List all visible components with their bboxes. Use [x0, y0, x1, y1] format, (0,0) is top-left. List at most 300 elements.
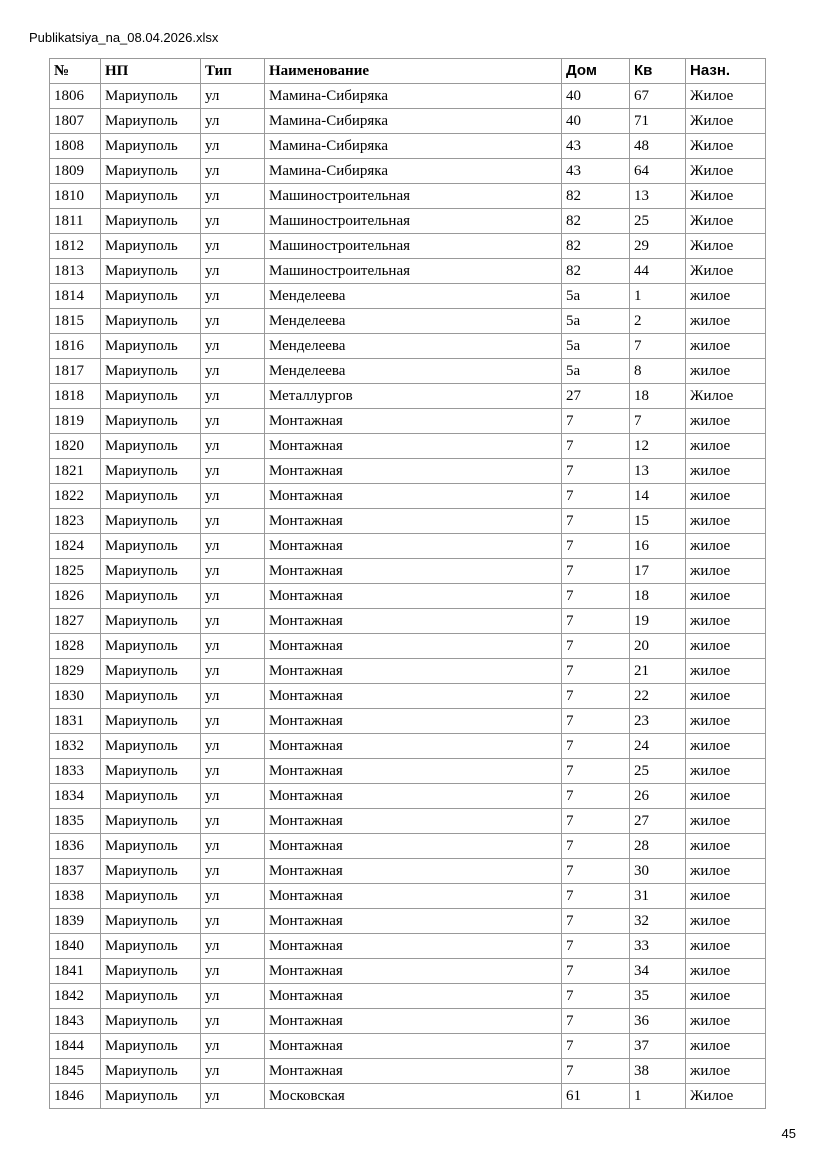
cell-apt: 28 — [630, 834, 686, 859]
cell-np: Мариуполь — [101, 1059, 201, 1084]
table-row — [50, 759, 766, 784]
cell-num: 1810 — [50, 184, 101, 209]
cell-name: Монтажная — [265, 1059, 562, 1084]
cell-apt: 67 — [630, 84, 686, 109]
cell-apt: 48 — [630, 134, 686, 159]
cell-num: 1817 — [50, 359, 101, 384]
cell-np: Мариуполь — [101, 259, 201, 284]
cell-house: 40 — [562, 84, 630, 109]
cell-house: 7 — [562, 584, 630, 609]
table-row — [50, 409, 766, 434]
cell-type: ул — [201, 834, 265, 859]
cell-purpose: жилое — [686, 1034, 766, 1059]
cell-np: Мариуполь — [101, 934, 201, 959]
cell-np: Мариуполь — [101, 784, 201, 809]
cell-name: Монтажная — [265, 634, 562, 659]
cell-name: Машиностроительная — [265, 234, 562, 259]
cell-type: ул — [201, 159, 265, 184]
cell-num: 1841 — [50, 959, 101, 984]
table-row — [50, 109, 766, 134]
cell-num: 1838 — [50, 884, 101, 909]
cell-np: Мариуполь — [101, 509, 201, 534]
table-row — [50, 934, 766, 959]
table-row — [50, 509, 766, 534]
cell-name: Монтажная — [265, 1034, 562, 1059]
cell-apt: 29 — [630, 234, 686, 259]
cell-type: ул — [201, 109, 265, 134]
cell-type: ул — [201, 1034, 265, 1059]
cell-np: Мариуполь — [101, 834, 201, 859]
cell-purpose: жилое — [686, 684, 766, 709]
cell-purpose: Жилое — [686, 384, 766, 409]
cell-np: Мариуполь — [101, 1009, 201, 1034]
table-row — [50, 1059, 766, 1084]
cell-apt: 31 — [630, 884, 686, 909]
cell-name: Менделеева — [265, 309, 562, 334]
cell-purpose: жилое — [686, 909, 766, 934]
cell-purpose: жилое — [686, 759, 766, 784]
cell-num: 1833 — [50, 759, 101, 784]
cell-house: 7 — [562, 434, 630, 459]
cell-apt: 26 — [630, 784, 686, 809]
cell-house: 7 — [562, 409, 630, 434]
cell-apt: 32 — [630, 909, 686, 934]
table-row — [50, 384, 766, 409]
cell-np: Мариуполь — [101, 234, 201, 259]
cell-name: Монтажная — [265, 609, 562, 634]
cell-apt: 13 — [630, 184, 686, 209]
cell-name: Менделеева — [265, 359, 562, 384]
cell-num: 1827 — [50, 609, 101, 634]
cell-type: ул — [201, 884, 265, 909]
cell-apt: 24 — [630, 734, 686, 759]
cell-purpose: Жилое — [686, 134, 766, 159]
cell-purpose: Жилое — [686, 184, 766, 209]
cell-apt: 1 — [630, 1084, 686, 1109]
cell-house: 7 — [562, 484, 630, 509]
cell-house: 5а — [562, 284, 630, 309]
cell-purpose: Жилое — [686, 234, 766, 259]
cell-np: Мариуполь — [101, 409, 201, 434]
cell-purpose: жилое — [686, 559, 766, 584]
cell-apt: 21 — [630, 659, 686, 684]
cell-house: 61 — [562, 1084, 630, 1109]
cell-name: Монтажная — [265, 509, 562, 534]
table-row — [50, 584, 766, 609]
cell-purpose: Жилое — [686, 84, 766, 109]
cell-house: 7 — [562, 634, 630, 659]
cell-purpose: жилое — [686, 634, 766, 659]
cell-purpose: Жилое — [686, 259, 766, 284]
cell-np: Мариуполь — [101, 384, 201, 409]
cell-type: ул — [201, 584, 265, 609]
cell-purpose: жилое — [686, 284, 766, 309]
table-row — [50, 559, 766, 584]
cell-house: 7 — [562, 809, 630, 834]
table-row — [50, 959, 766, 984]
table-row — [50, 209, 766, 234]
cell-purpose: Жилое — [686, 209, 766, 234]
cell-apt: 16 — [630, 534, 686, 559]
cell-type: ул — [201, 734, 265, 759]
cell-name: Монтажная — [265, 659, 562, 684]
cell-purpose: жилое — [686, 709, 766, 734]
cell-purpose: жилое — [686, 1059, 766, 1084]
cell-apt: 13 — [630, 459, 686, 484]
cell-name: Московская — [265, 1084, 562, 1109]
cell-name: Монтажная — [265, 909, 562, 934]
cell-name: Машиностроительная — [265, 209, 562, 234]
cell-name: Машиностроительная — [265, 184, 562, 209]
cell-type: ул — [201, 184, 265, 209]
cell-type: ул — [201, 984, 265, 1009]
column-header-name: Наименование — [265, 59, 562, 84]
cell-num: 1809 — [50, 159, 101, 184]
cell-purpose: жилое — [686, 584, 766, 609]
cell-name: Монтажная — [265, 684, 562, 709]
cell-purpose: Жилое — [686, 1084, 766, 1109]
cell-type: ул — [201, 534, 265, 559]
cell-house: 7 — [562, 1009, 630, 1034]
cell-np: Мариуполь — [101, 484, 201, 509]
cell-apt: 38 — [630, 1059, 686, 1084]
table-row — [50, 884, 766, 909]
cell-name: Монтажная — [265, 584, 562, 609]
cell-name: Монтажная — [265, 959, 562, 984]
cell-np: Мариуполь — [101, 959, 201, 984]
table-row — [50, 609, 766, 634]
cell-house: 82 — [562, 209, 630, 234]
cell-purpose: жилое — [686, 959, 766, 984]
cell-apt: 71 — [630, 109, 686, 134]
cell-num: 1837 — [50, 859, 101, 884]
cell-type: ул — [201, 959, 265, 984]
cell-name: Менделеева — [265, 284, 562, 309]
cell-purpose: жилое — [686, 834, 766, 859]
cell-num: 1807 — [50, 109, 101, 134]
cell-apt: 34 — [630, 959, 686, 984]
cell-type: ул — [201, 559, 265, 584]
cell-num: 1839 — [50, 909, 101, 934]
cell-purpose: жилое — [686, 484, 766, 509]
cell-name: Монтажная — [265, 834, 562, 859]
cell-name: Монтажная — [265, 534, 562, 559]
cell-purpose: жилое — [686, 534, 766, 559]
cell-apt: 19 — [630, 609, 686, 634]
cell-type: ул — [201, 284, 265, 309]
cell-type: ул — [201, 84, 265, 109]
cell-num: 1821 — [50, 459, 101, 484]
cell-type: ул — [201, 459, 265, 484]
cell-purpose: жилое — [686, 884, 766, 909]
cell-apt: 18 — [630, 584, 686, 609]
cell-apt: 2 — [630, 309, 686, 334]
table-row — [50, 684, 766, 709]
cell-type: ул — [201, 1009, 265, 1034]
cell-house: 7 — [562, 834, 630, 859]
cell-apt: 23 — [630, 709, 686, 734]
cell-num: 1832 — [50, 734, 101, 759]
cell-type: ул — [201, 859, 265, 884]
cell-house: 5а — [562, 359, 630, 384]
cell-np: Мариуполь — [101, 809, 201, 834]
cell-apt: 33 — [630, 934, 686, 959]
cell-num: 1814 — [50, 284, 101, 309]
table-row — [50, 234, 766, 259]
cell-np: Мариуполь — [101, 459, 201, 484]
table-row — [50, 184, 766, 209]
table-row — [50, 1009, 766, 1034]
cell-type: ул — [201, 234, 265, 259]
cell-name: Монтажная — [265, 709, 562, 734]
cell-np: Мариуполь — [101, 659, 201, 684]
cell-apt: 15 — [630, 509, 686, 534]
cell-name: Монтажная — [265, 409, 562, 434]
cell-apt: 35 — [630, 984, 686, 1009]
cell-type: ул — [201, 609, 265, 634]
cell-type: ул — [201, 809, 265, 834]
table-row — [50, 809, 766, 834]
cell-apt: 1 — [630, 284, 686, 309]
cell-apt: 64 — [630, 159, 686, 184]
cell-house: 7 — [562, 1059, 630, 1084]
cell-purpose: жилое — [686, 1009, 766, 1034]
table-row — [50, 534, 766, 559]
column-header-num: № — [50, 59, 101, 84]
cell-house: 7 — [562, 709, 630, 734]
cell-num: 1826 — [50, 584, 101, 609]
cell-num: 1813 — [50, 259, 101, 284]
cell-purpose: жилое — [686, 309, 766, 334]
cell-num: 1824 — [50, 534, 101, 559]
cell-name: Монтажная — [265, 559, 562, 584]
table-row — [50, 134, 766, 159]
cell-num: 1829 — [50, 659, 101, 684]
cell-num: 1825 — [50, 559, 101, 584]
cell-name: Монтажная — [265, 434, 562, 459]
cell-np: Мариуполь — [101, 1034, 201, 1059]
table-row — [50, 634, 766, 659]
table-row — [50, 84, 766, 109]
cell-house: 7 — [562, 459, 630, 484]
cell-apt: 30 — [630, 859, 686, 884]
cell-name: Монтажная — [265, 734, 562, 759]
table-row — [50, 284, 766, 309]
cell-num: 1822 — [50, 484, 101, 509]
cell-type: ул — [201, 684, 265, 709]
cell-num: 1846 — [50, 1084, 101, 1109]
cell-house: 43 — [562, 159, 630, 184]
cell-house: 7 — [562, 759, 630, 784]
cell-type: ул — [201, 659, 265, 684]
table-row — [50, 434, 766, 459]
table-row — [50, 484, 766, 509]
cell-purpose: жилое — [686, 809, 766, 834]
cell-name: Монтажная — [265, 484, 562, 509]
cell-purpose: жилое — [686, 434, 766, 459]
cell-apt: 25 — [630, 209, 686, 234]
cell-type: ул — [201, 409, 265, 434]
cell-apt: 20 — [630, 634, 686, 659]
cell-np: Мариуполь — [101, 309, 201, 334]
cell-np: Мариуполь — [101, 184, 201, 209]
cell-np: Мариуполь — [101, 159, 201, 184]
table-row — [50, 334, 766, 359]
cell-name: Монтажная — [265, 884, 562, 909]
cell-num: 1811 — [50, 209, 101, 234]
cell-num: 1808 — [50, 134, 101, 159]
table-row — [50, 309, 766, 334]
cell-num: 1823 — [50, 509, 101, 534]
cell-house: 43 — [562, 134, 630, 159]
cell-house: 82 — [562, 184, 630, 209]
cell-purpose: жилое — [686, 984, 766, 1009]
cell-num: 1843 — [50, 1009, 101, 1034]
cell-name: Монтажная — [265, 984, 562, 1009]
cell-house: 7 — [562, 934, 630, 959]
cell-name: Монтажная — [265, 859, 562, 884]
cell-house: 7 — [562, 884, 630, 909]
cell-name: Мамина-Сибиряка — [265, 84, 562, 109]
cell-num: 1819 — [50, 409, 101, 434]
cell-type: ул — [201, 309, 265, 334]
column-header-purpose: Назн. — [686, 59, 766, 84]
cell-apt: 12 — [630, 434, 686, 459]
cell-np: Мариуполь — [101, 84, 201, 109]
cell-purpose: Жилое — [686, 109, 766, 134]
cell-np: Мариуполь — [101, 984, 201, 1009]
cell-house: 7 — [562, 559, 630, 584]
cell-num: 1831 — [50, 709, 101, 734]
cell-apt: 7 — [630, 334, 686, 359]
cell-house: 5а — [562, 309, 630, 334]
cell-house: 7 — [562, 984, 630, 1009]
cell-type: ул — [201, 909, 265, 934]
cell-apt: 18 — [630, 384, 686, 409]
cell-name: Металлургов — [265, 384, 562, 409]
cell-np: Мариуполь — [101, 734, 201, 759]
cell-type: ул — [201, 484, 265, 509]
cell-np: Мариуполь — [101, 684, 201, 709]
cell-num: 1816 — [50, 334, 101, 359]
cell-name: Менделеева — [265, 334, 562, 359]
column-header-np: НП — [101, 59, 201, 84]
cell-house: 7 — [562, 534, 630, 559]
cell-house: 7 — [562, 784, 630, 809]
cell-apt: 25 — [630, 759, 686, 784]
cell-purpose: Жилое — [686, 159, 766, 184]
cell-np: Мариуполь — [101, 359, 201, 384]
cell-num: 1806 — [50, 84, 101, 109]
table-row — [50, 784, 766, 809]
cell-type: ул — [201, 209, 265, 234]
cell-type: ул — [201, 509, 265, 534]
cell-type: ул — [201, 634, 265, 659]
cell-np: Мариуполь — [101, 859, 201, 884]
cell-np: Мариуполь — [101, 284, 201, 309]
cell-type: ул — [201, 759, 265, 784]
cell-house: 7 — [562, 509, 630, 534]
cell-np: Мариуполь — [101, 534, 201, 559]
column-header-house: Дом — [562, 59, 630, 84]
cell-np: Мариуполь — [101, 634, 201, 659]
cell-house: 7 — [562, 959, 630, 984]
cell-type: ул — [201, 259, 265, 284]
table-row — [50, 459, 766, 484]
table-row — [50, 1084, 766, 1109]
cell-name: Монтажная — [265, 784, 562, 809]
cell-name: Монтажная — [265, 809, 562, 834]
table-row — [50, 259, 766, 284]
cell-house: 7 — [562, 609, 630, 634]
cell-num: 1844 — [50, 1034, 101, 1059]
cell-type: ул — [201, 709, 265, 734]
cell-np: Мариуполь — [101, 709, 201, 734]
cell-num: 1830 — [50, 684, 101, 709]
table-row — [50, 1034, 766, 1059]
document-filename: Publikatsiya_na_08.04.2026.xlsx — [29, 30, 219, 45]
cell-type: ул — [201, 934, 265, 959]
cell-house: 27 — [562, 384, 630, 409]
cell-num: 1820 — [50, 434, 101, 459]
cell-house: 7 — [562, 1034, 630, 1059]
cell-house: 7 — [562, 684, 630, 709]
cell-name: Мамина-Сибиряка — [265, 134, 562, 159]
cell-house: 7 — [562, 659, 630, 684]
table-row — [50, 984, 766, 1009]
cell-np: Мариуполь — [101, 334, 201, 359]
cell-apt: 8 — [630, 359, 686, 384]
cell-num: 1812 — [50, 234, 101, 259]
cell-np: Мариуполь — [101, 434, 201, 459]
cell-purpose: жилое — [686, 659, 766, 684]
cell-type: ул — [201, 134, 265, 159]
cell-apt: 22 — [630, 684, 686, 709]
cell-name: Монтажная — [265, 1009, 562, 1034]
cell-num: 1840 — [50, 934, 101, 959]
table-row — [50, 734, 766, 759]
cell-np: Мариуполь — [101, 209, 201, 234]
cell-name: Монтажная — [265, 459, 562, 484]
table-body — [50, 84, 766, 1109]
cell-np: Мариуполь — [101, 584, 201, 609]
cell-house: 7 — [562, 859, 630, 884]
cell-purpose: жилое — [686, 934, 766, 959]
cell-num: 1842 — [50, 984, 101, 1009]
cell-purpose: жилое — [686, 409, 766, 434]
table-row — [50, 359, 766, 384]
cell-apt: 14 — [630, 484, 686, 509]
cell-purpose: жилое — [686, 509, 766, 534]
cell-apt: 17 — [630, 559, 686, 584]
cell-np: Мариуполь — [101, 559, 201, 584]
cell-type: ул — [201, 784, 265, 809]
table-row — [50, 909, 766, 934]
cell-type: ул — [201, 359, 265, 384]
cell-np: Мариуполь — [101, 909, 201, 934]
cell-apt: 37 — [630, 1034, 686, 1059]
data-table — [49, 58, 766, 1109]
cell-name: Мамина-Сибиряка — [265, 109, 562, 134]
cell-apt: 36 — [630, 1009, 686, 1034]
cell-apt: 7 — [630, 409, 686, 434]
cell-num: 1815 — [50, 309, 101, 334]
cell-apt: 44 — [630, 259, 686, 284]
cell-num: 1836 — [50, 834, 101, 859]
cell-apt: 27 — [630, 809, 686, 834]
column-header-apt: Кв — [630, 59, 686, 84]
cell-np: Мариуполь — [101, 884, 201, 909]
